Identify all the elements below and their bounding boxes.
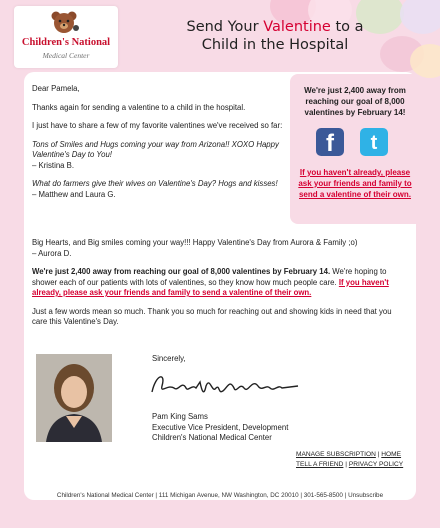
goal-paragraph <box>32 267 408 299</box>
greeting: Dear Pamela, <box>32 84 80 93</box>
signer-name: Pam King Sams <box>152 412 208 421</box>
share-paragraph: I just have to share a few of my favorite valentines we've received so far: <box>32 121 283 131</box>
childrens-national-logo[interactable] <box>14 6 118 68</box>
title-line-2: Child in the Hospital <box>201 37 349 54</box>
sidebar-goal-text: We're just 2,400 away from reaching our goal of 8,000 valentines by February 14! <box>304 86 406 117</box>
link-separator: | <box>377 451 380 458</box>
tell-a-friend-link[interactable]: TELL A FRIEND <box>296 460 344 468</box>
twitter-icon[interactable]: t <box>360 128 388 156</box>
sincerely: Sincerely, <box>152 354 186 363</box>
facebook-icon[interactable]: f <box>316 128 344 156</box>
signature-image <box>148 366 308 404</box>
quote-3-author: – Aurora D. <box>32 248 72 258</box>
signer-org: Children's National Medical Center <box>152 433 272 443</box>
quote-2 <box>32 179 286 200</box>
ask-friends-link[interactable]: If you haven't already, please ask your friends and family to send a valentine of their own. <box>32 277 389 298</box>
home-link[interactable]: HOME <box>381 451 402 458</box>
quote-1-author: – Kristina B. <box>32 160 75 170</box>
footer-address: Children's National Medical Center | 111 Michigan Avenue, NW Washington, DC 20010 | 301-565-8500 | Unsubscribe <box>56 492 384 499</box>
signer-block <box>152 412 288 444</box>
closing-paragraph: Just a few words mean so much. Thank you so much for reaching out and showing kids in need that you care this Valentine's Day. <box>32 306 392 327</box>
quote-3-text: Big Hearts, and Big smiles coming your way!!! Happy Valentine's Day from Aurora & Family ;o) <box>32 238 358 247</box>
header-title <box>150 18 400 54</box>
link-separator: | <box>345 460 347 468</box>
quote-3 <box>32 238 408 259</box>
logo-text-line2: Medical Center <box>42 51 90 60</box>
quote-1-text: Tons of Smiles and Hugs coming your way from Arizona!! XOXO Happy Valentine's Day to You! <box>32 139 279 160</box>
sidebar-ask-link[interactable]: If you haven't already, please ask your friends and family to send a valentine of their own. <box>298 168 412 199</box>
signer-title: Executive Vice President, Development <box>152 422 289 432</box>
teddy-bear-icon <box>47 10 81 36</box>
title-part-1: Send Your <box>186 19 264 35</box>
signer-photo <box>36 354 112 442</box>
quote-1 <box>32 140 286 172</box>
goal-bold: We're just 2,400 away from reaching our goal of 8,000 valentines by February 14. <box>32 267 331 277</box>
title-part-2: to a <box>330 19 364 35</box>
privacy-policy-link[interactable]: PRIVACY POLICY <box>348 460 404 468</box>
title-accent-valentine: Valentine <box>263 19 331 35</box>
letter-body-wide <box>32 238 408 336</box>
letter-body <box>32 84 286 208</box>
logo-text-line1: Children's National <box>21 37 111 48</box>
footer-links <box>296 450 403 470</box>
quote-2-text: What do farmers give their wives on Valentine's Day? Hogs and kisses! <box>32 179 278 189</box>
manage-subscription-link[interactable]: MANAGE SUBSCRIPTION <box>296 451 376 458</box>
thanks-paragraph: Thanks again for sending a valentine to a child in the hospital. <box>32 102 246 112</box>
quote-2-author: – Matthew and Laura G. <box>32 189 116 199</box>
goal-rest: We're hoping to shower each of our patients with lots of valentines, so they know how much people care. <box>32 267 387 287</box>
